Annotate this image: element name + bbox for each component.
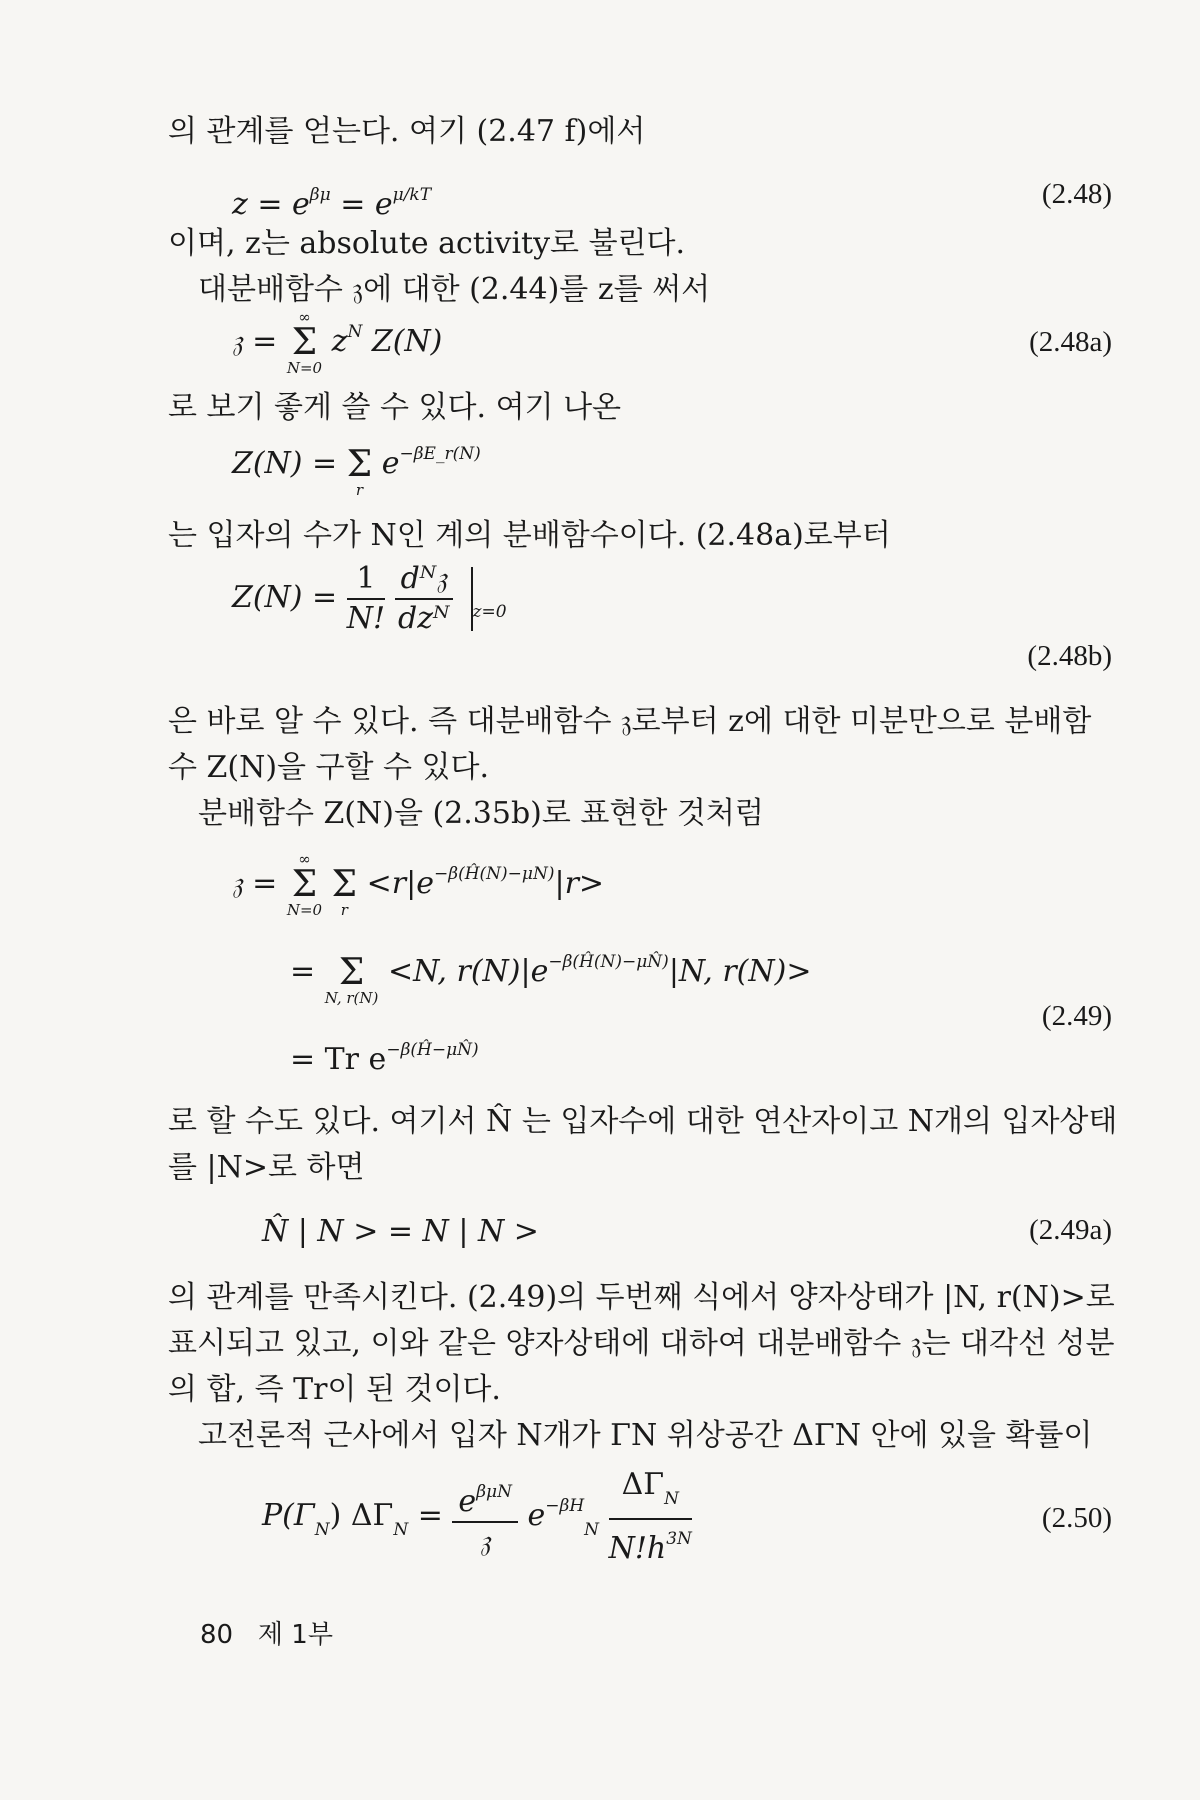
equation-2-48: $z = e^{\beta\mu} = e^{\mu/kT}$ — [232, 185, 432, 222]
text-line: 로 보기 좋게 쓸 수 있다. 여기 나온 — [168, 390, 622, 425]
page-footer — [200, 1614, 333, 1651]
fraction: $\frac{e^{\beta\mu N}}{\text{𝔷}}$ — [452, 1473, 518, 1561]
summation-symbol: Σ N, r(N) — [324, 952, 379, 1007]
summation-symbol: Σ r — [331, 864, 358, 919]
text-line: 수 Z(N)을 구할 수 있다. — [168, 750, 490, 785]
equation-number: (2.50) — [1041, 1502, 1112, 1534]
equation-number: (2.48b) — [1027, 640, 1112, 672]
equation-number: (2.49) — [1041, 1000, 1112, 1032]
equation-2-49-line1: 𝔷 = ∞ Σ N=0 Σ r $<r|e^{-\beta(Ĥ(N)-\mu N)}|r>$ — [232, 850, 605, 919]
text-line: 은 바로 알 수 있다. 즉 대분배함수 𝔷로부터 z에 대한 미분만으로 분배함 — [168, 704, 1092, 739]
summation-symbol: Σ r — [346, 444, 373, 499]
fraction: $\frac{1}{N!}$ — [346, 561, 386, 636]
text-line: 의 관계를 얻는다. 여기 (2.47 f)에서 — [168, 114, 646, 149]
equation-2-50: $P(\Gamma_N) \Delta\Gamma_N$ = $\frac{e^{\beta\mu N}}{\text{𝔷}}$ $e^{-\beta H}_N$ $\frac{\Delta\Gamma_N}{N!h^{3N}}$ — [262, 1467, 692, 1566]
equation-partition-function: Z(N) = Σ r $e^{-\beta E\_r(N)}$ — [232, 432, 481, 498]
fraction: $\frac{\Delta\Gamma_N}{N!h^{3N}}$ — [608, 1467, 692, 1566]
text-line: 는 입자의 수가 N인 계의 분배함수이다. (2.48a)로부터 — [168, 518, 891, 553]
text-line: 대분배함수 𝔷에 대한 (2.44)를 z를 써서 — [198, 272, 711, 307]
summation-symbol: ∞ Σ N=0 — [286, 308, 323, 377]
text-line: 표시되고 있고, 이와 같은 양자상태에 대하여 대분배함수 𝔷는 대각선 성분 — [168, 1326, 1115, 1361]
part-label: 제 1부 — [257, 1620, 333, 1650]
equation-2-49a: N̂ | N > = N | N > — [262, 1214, 539, 1249]
text-line: 의 관계를 만족시킨다. (2.49)의 두번째 식에서 양자상태가 |N, r(N)>로 — [168, 1280, 1115, 1315]
equation-2-48b: Z(N) = $\frac{1}{N!}$ $\frac{\text{dᴺ𝔷}}{\text{dzᴺ}}$ $_{z=0}$ — [232, 561, 507, 636]
text-line: 분배함수 Z(N)을 (2.35b)로 표현한 것처럼 — [198, 796, 764, 831]
fraction: $\frac{\text{dᴺ𝔷}}{\text{dzᴺ}}$ — [395, 560, 453, 638]
text-line: 고전론적 근사에서 입자 N개가 ΓN 위상공간 ΔΓN 안에 있을 확률이 — [198, 1418, 1093, 1453]
text-line: 를 |N>로 하면 — [168, 1150, 365, 1185]
equation-number: (2.48a) — [1029, 326, 1112, 358]
equation-number: (2.48) — [1041, 178, 1112, 210]
equation-number: (2.49a) — [1029, 1214, 1112, 1246]
equation-2-49-line3: = Tr $e^{-\beta(Ĥ-\mu N̂)}$ — [290, 1040, 479, 1077]
text-line: 의 합, 즉 Tr이 된 것이다. — [168, 1372, 501, 1407]
equation-2-49-line2: = Σ N, r(N) <N, $r(N)|e^{-\beta(Ĥ(N)-\mu N̂)}|N$, r(N)> — [290, 940, 811, 1006]
text-line: 로 할 수도 있다. 여기서 N̂ 는 입자수에 대한 연산자이고 N개의 입자상태 — [168, 1104, 1118, 1139]
page-number: 80 — [200, 1620, 234, 1650]
summation-symbol: ∞ Σ N=0 — [286, 850, 323, 919]
equation-2-48a: 𝔷 = ∞ Σ N=0 $z^N$ Z(N) — [232, 308, 443, 377]
text-line: 이며, z는 absolute activity로 불린다. — [168, 226, 686, 261]
